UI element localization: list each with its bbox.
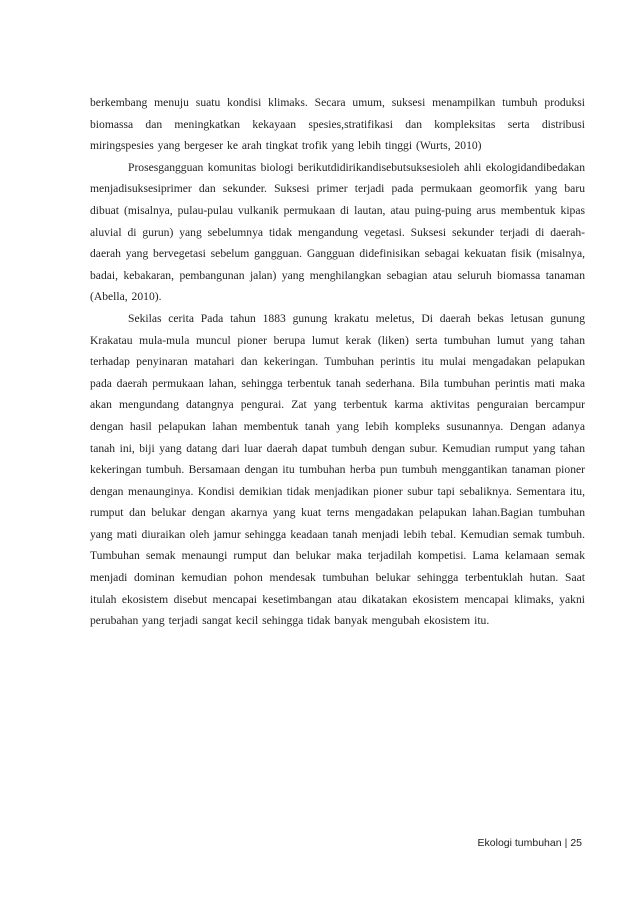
paragraph-succession-types: Prosesgangguan komunitas biologi berikutdidirikandisebutsuksesioleh ahli ekologidandibedakan menjadisuksesiprimer dan sekunder. Suksesi primer terjadi pada permukaan geomorfik yang baru dibuat (misalnya, pulau-pulau vulkanik permukaan di lautan, atau puing-puing arus membentuk kipas aluvial di gurun) yang sebelumnya tidak mengandung vegetasi. Suksesi sekunder terjadi di daerah-daerah yang bervegetasi sebelum gangguan. Gangguan didefinisikan sebagai kekuatan fisik (misalnya, badai, kebakaran, pembangunan jalan) yang menghilangkan sebagian atau seluruh biomassa tanaman (Abella, 2010). [90, 160, 585, 304]
page-number: 25 [570, 837, 582, 849]
page-footer [478, 837, 582, 849]
paragraph-continuation: berkembang menuju suatu kondisi klimaks. Secara umum, suksesi menampilkan tumbuh produksi biomassa dan meningkatkan kekayaan spesies,stratifikasi dan kompleksitas serta distribusi miringspesies yang bergeser ke arah tingkat trofik yang lebih tinggi (Wurts, 2010) [90, 96, 585, 153]
body-text [90, 92, 585, 632]
footer-separator: | [564, 837, 568, 849]
footer-title: Ekologi tumbuhan [477, 837, 562, 849]
paragraph-krakatau: Sekilas cerita Pada tahun 1883 gunung krakatu meletus, Di daerah bekas letusan gunung Krakatau mula-mula muncul pioner berupa lumut kerak (liken) serta tumbuhan lumut yang tahan terhadap penyinaran matahari dan kekeringan. Tumbuhan perintis itu mulai mengadakan pelapukan pada daerah permukaan lahan, sehingga terbentuk tanah sederhana. Bila tumbuhan perintis mati maka akan mengundang datangnya pengurai. Zat yang terbentuk karma aktivitas penguraian bercampur dengan hasil pelapukan lahan membentuk tanah yang lebih kompleks susunannya. Dengan adanya tanah ini, biji yang datang dari luar daerah dapat tumbuh dengan subur. Kemudian rumput yang tahan kekeringan tumbuh. Bersamaan dengan itu tumbuhan herba pun tumbuh menggantikan tanaman pioner dengan menaunginya. Kondisi demikian tidak menjadikan pioner subur tapi sebaliknya. Sementara itu, rumput dan belukar dengan akarnya yang kuat terns mengadakan pelapukan lahan.Bagian tumbuhan yang mati diuraikan oleh jamur sehingga keadaan tanah menjadi lebih tebal. Kemudian semak tumbuh. Tumbuhan semak menaungi rumput dan belukar maka terjadilah kompetisi. Lama kelamaan semak menjadi dominan kemudian pohon mendesak tumbuhan belukar sehingga terbentuklah hutan. Saat itulah ekosistem disebut mencapai kesetimbangan atau dikatakan ekosistem mencapai klimaks, yakni perubahan yang terjadi sangat kecil sehingga tidak banyak mengubah ekosistem itu. [90, 311, 585, 628]
